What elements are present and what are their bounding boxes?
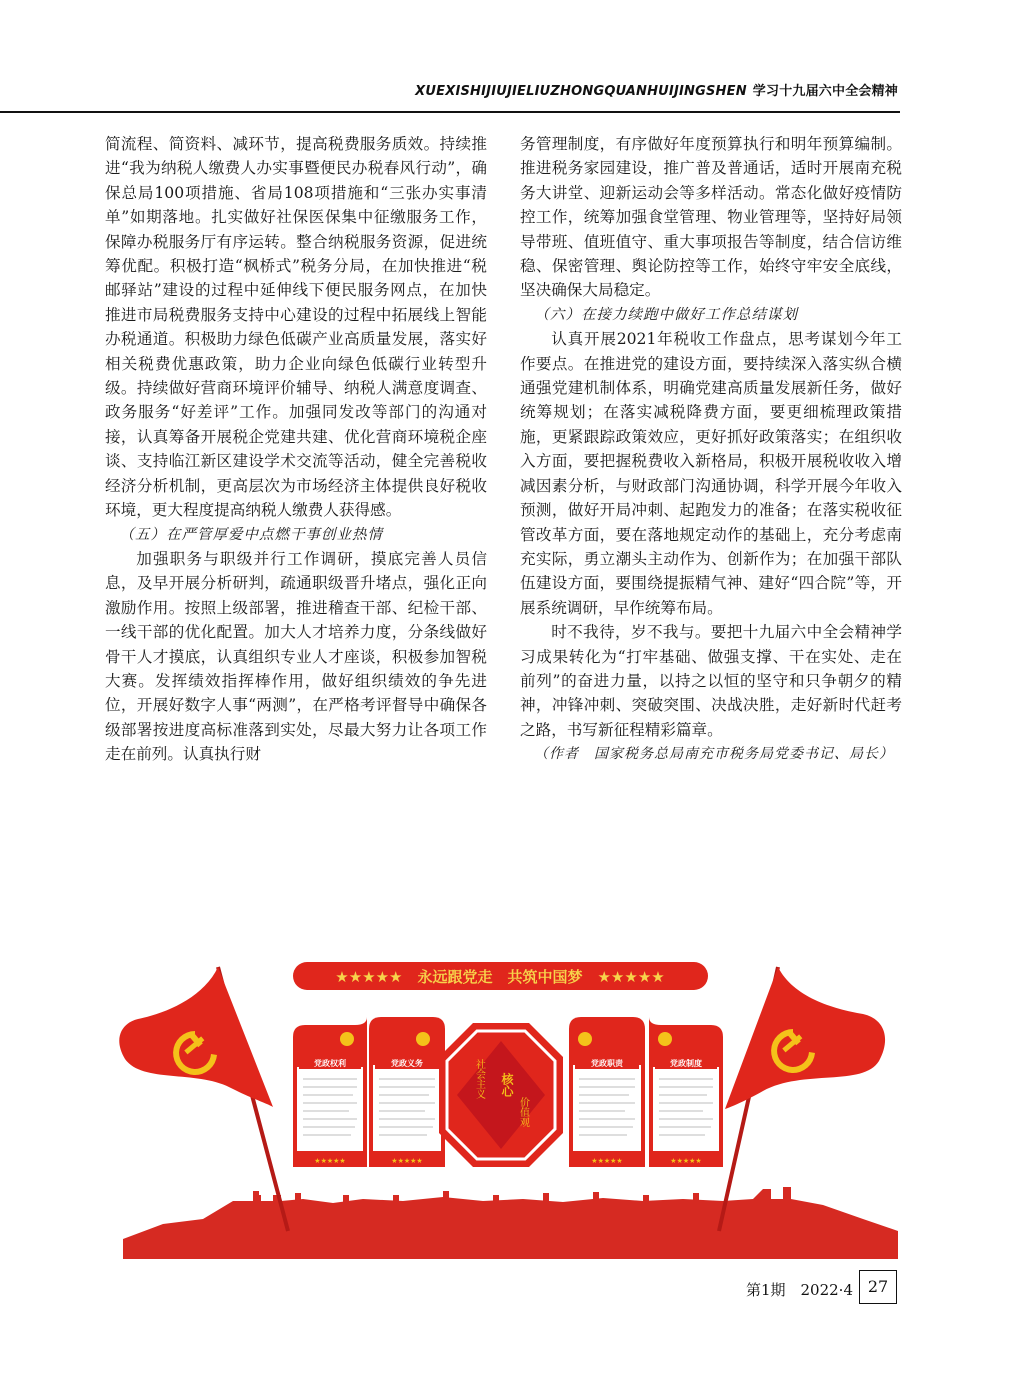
left-column-paragraph-2: 加强职务与职级并行工作调研，摸底完善人员信息，及早开展分析研判，疏通职级晋升堵点，强化正向激励作用。按照上级部署，推进稽查干部、纪检干部、一线干部的优化配置。加大人才培养力度，分条线做好骨干人才摸底，认真组织专业人才座谈，积极参加智税大赛。发挥绩效指挥棒作用，做好组织绩效的争先进位，开展好数字人事“两测”，在严格考评督导中确保各级部署按进度高标准落到实处，尽最大努力让各项工作走在前列。认真执行财 xyxy=(105,549,487,764)
panel-party-responsibilities xyxy=(569,1017,645,1167)
right-column-paragraph-3: 时不我待，岁不我与。要把十九届六中全会精神学习成果转化为“打牢基础、做强支撑、干在实处、走在前列”的奋进力量，以持之以恒的坚守和只争朝夕的精神，冲锋冲刺、突破突围、决战决胜，走好新时代赶考之路，书写新征程精彩篇章。 xyxy=(520,623,902,739)
page-number: 27 xyxy=(859,1270,897,1304)
right-party-flag xyxy=(719,967,885,1231)
right-column-paragraph-2: 认真开展2021年税收工作盘点，思考谋划今年工作要点。在推进党的建设方面，要持续深入落实纵合横通强党建机制体系，明确党建高质量发展新任务，做好统筹规划；在落实减税降费方面，要更细梳理政策措施，更紧跟踪政策效应，更好抓好政策落实；在组织收入方面，要把握税费收入新格局，积极开展税收收入增减因素分析，与财政部门沟通协调，科学开展今年收入预测，做好开局冲刺、起跑发力的准备；在落实税收征管改革方面，要在落地规定动作的基础上，充分考虑南充实际，勇立潮头主动作为、创新作为；在加强干部队伍建设方面，要围绕提振精气神、建好“四合院”等，开展系统调研，早作统筹布局。 xyxy=(520,330,902,617)
panel-title-duties: 党政义务 xyxy=(391,1059,423,1068)
panel-stars-system: ★★★★★ xyxy=(670,1157,702,1165)
panel-stars-duties: ★★★★★ xyxy=(391,1157,423,1165)
running-header xyxy=(0,70,1015,110)
panel-emblem-icon xyxy=(416,1032,430,1046)
panel-emblem-icon xyxy=(340,1032,354,1046)
right-column-paragraph-1: 务管理制度，有序做好年度预算执行和明年预算编制。推进税务家园建设，推广普及普通话，适时开展南充税务大讲堂、迎新运动会等多样活动。常态化做好疫情防控工作，统筹加强食堂管理、物业管理等，坚持好局领导带班、值班值守、重大事项报告等制度，结合信访维稳、保密管理、舆论防控等工作，始终守牢安全底线，坚决确保大局稳定。 xyxy=(520,135,902,300)
panel-title-rights: 党政权利 xyxy=(314,1059,346,1068)
issue-date: 第1期 2022·4 xyxy=(745,1281,853,1299)
left-party-flag xyxy=(119,967,288,1231)
header-title xyxy=(415,80,898,99)
core-values-octagon xyxy=(439,1023,563,1167)
header-rule xyxy=(0,111,900,113)
left-column xyxy=(105,132,487,767)
page-footer xyxy=(0,1270,1015,1310)
slogan-banner-text: ★★★★★ 永远跟党走 共筑中国梦 ★★★★★ xyxy=(335,968,665,986)
core-values-text-center: 核心 xyxy=(500,1073,514,1097)
party-culture-wall-figure xyxy=(103,919,898,1259)
right-column xyxy=(520,132,902,767)
core-values-text-left: 社会主义 xyxy=(473,1059,485,1099)
left-column-paragraph-1: 简流程、简资料、减环节，提高税费服务质效。持续推进“我为纳税人缴费人办实事暨便民办税春风行动”，确保总局100项措施、省局108项措施和“三张办实事清单”如期落地。扎实做好社保医保集中征缴服务工作，保障办税服务厅有序运转。整合纳税服务资源，促进统筹优配。积极打造“枫桥式”税务分局，在加快推进“税邮驿站”建设的过程中延伸线下便民服务网点，在加快推进市局税费服务支持中心建设的过程中拓展线上智能办税通道。积极助力绿色低碳产业高质量发展，落实好相关税费优惠政策，助力企业向绿色低碳行业转型升级。持续做好营商环境评价辅导、纳税人满意度调查、政务服务“好差评”工作。加强同发改等部门的沟通对接，认真筹备开展税企党建共建、优化营商环境税企座谈、支持临江新区建设学术交流等活动，健全完善税收经济分析机制，更高层次为市场经济主体提供良好税收环境，更大程度提高纳税人缴费人获得感。 xyxy=(105,135,487,520)
panel-party-duties xyxy=(369,1017,445,1167)
section-heading-six: （六）在接力续跑中做好工作总结谋划 xyxy=(534,306,798,323)
panel-stars-rights: ★★★★★ xyxy=(314,1157,346,1165)
core-values-text-right: 价值观 xyxy=(517,1097,529,1127)
panel-emblem-icon xyxy=(658,1032,672,1046)
panel-party-rights xyxy=(293,1017,367,1167)
panel-stars-responsibilities: ★★★★★ xyxy=(591,1157,623,1165)
panel-party-system xyxy=(649,1017,723,1167)
section-heading-five: （五）在严管厚爱中点燃干事创业热情 xyxy=(119,526,383,543)
panel-title-system: 党政制度 xyxy=(670,1059,702,1068)
great-wall-silhouette xyxy=(123,1187,898,1259)
slogan-banner xyxy=(293,962,708,990)
panel-title-responsibilities: 党政职责 xyxy=(591,1059,623,1068)
header-chinese-title: 学习十九届六中全会精神 xyxy=(752,84,898,99)
panel-emblem-icon xyxy=(578,1032,592,1046)
author-note: （作者 国家税务总局南充市税务局党委书记、局长） xyxy=(534,746,894,763)
header-pinyin: XUEXISHIJIUJIELIUZHONGQUANHUIJINGSHEN xyxy=(415,84,747,99)
